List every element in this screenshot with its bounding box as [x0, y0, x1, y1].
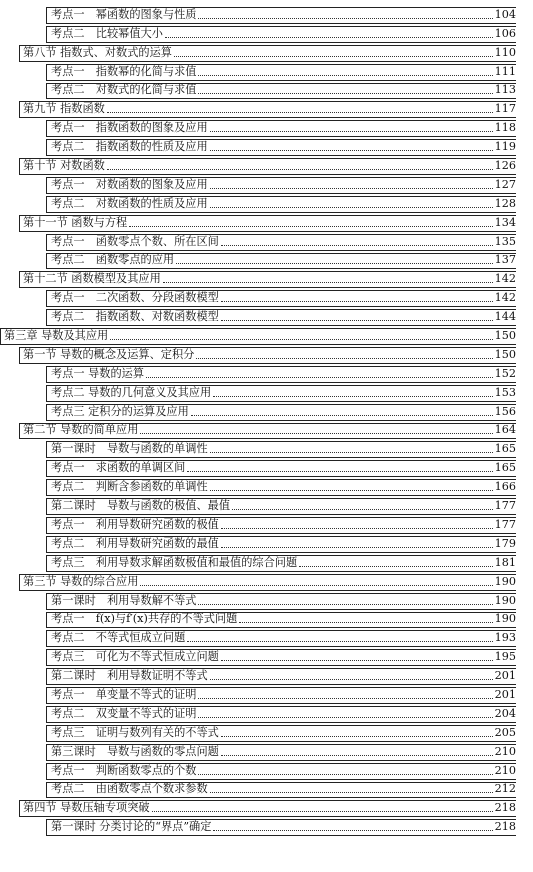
- toc-page-number: 144: [494, 310, 516, 324]
- dot-leader: [221, 527, 493, 529]
- toc-entry-box: [46, 612, 516, 629]
- toc-entry-label: 考点三 定积分的运算及应用: [51, 404, 189, 418]
- dot-leader: [129, 225, 493, 227]
- toc-topic-entry[interactable]: [0, 554, 533, 573]
- dot-leader: [198, 697, 493, 699]
- toc-entry-label: 考点一 二次函数、分段函数模型: [51, 291, 219, 305]
- toc-entry-label: 考点二 指数函数、对数函数模型: [51, 310, 219, 324]
- toc-entry-box: [46, 196, 516, 213]
- dot-leader: [210, 206, 493, 208]
- dot-leader: [221, 244, 493, 246]
- dot-leader: [210, 130, 493, 132]
- toc-topic-entry[interactable]: [0, 611, 533, 630]
- toc-topic-entry[interactable]: [0, 592, 533, 611]
- toc-topic-entry[interactable]: [0, 667, 533, 686]
- toc-entry-box: [46, 668, 516, 685]
- toc-entry-label: 第三节 导数的综合应用: [23, 574, 139, 588]
- dot-leader: [107, 111, 493, 113]
- toc-topic-entry[interactable]: [0, 818, 533, 837]
- toc-entry-label: 考点一 求函数的单调区间: [51, 461, 186, 475]
- toc-entry-label: 考点二 对数函数的性质及应用: [51, 196, 208, 210]
- toc-entry-box: [46, 725, 516, 742]
- toc-page-number: 153: [494, 385, 516, 399]
- toc-entry-box: [46, 120, 516, 137]
- dot-leader: [198, 92, 493, 94]
- toc-topic-entry[interactable]: [0, 724, 533, 743]
- dot-leader: [232, 508, 493, 510]
- toc-topic-entry[interactable]: [0, 176, 533, 195]
- toc-topic-entry[interactable]: [0, 308, 533, 327]
- toc-page-number: 193: [494, 631, 516, 645]
- dot-leader: [213, 395, 493, 397]
- toc-section-entry[interactable]: [0, 100, 533, 119]
- toc-entry-box: [0, 328, 516, 345]
- dot-leader: [221, 735, 493, 737]
- toc-entry-box: [19, 800, 516, 817]
- toc-page-number: 177: [494, 517, 516, 531]
- toc-page-number: 117: [494, 102, 516, 116]
- dot-leader: [146, 376, 493, 378]
- toc-entry-box: [46, 517, 516, 534]
- toc-entry-label: 考点一 判断函数零点的个数: [51, 763, 197, 777]
- toc-entry-label: 考点一 幂函数的图象与性质: [51, 7, 197, 21]
- toc-topic-entry[interactable]: [0, 516, 533, 535]
- toc-page-number: 195: [494, 650, 516, 664]
- toc-entry-box: [46, 593, 516, 610]
- dot-leader: [198, 17, 493, 19]
- dot-leader: [140, 584, 493, 586]
- toc-entry-box: [46, 290, 516, 307]
- toc-entry-label: 考点二 由函数零点个数求参数: [51, 782, 208, 796]
- toc-entry-label: 第一课时 利用导数解不等式: [51, 593, 197, 607]
- toc-entry-box: [46, 498, 516, 515]
- toc-entry-label: 考点一 单变量不等式的证明: [51, 687, 197, 701]
- toc-entry-label: 考点二 比较幂值大小: [51, 26, 163, 40]
- toc-entry-label: 考点一 指数幂的化简与求值: [51, 64, 197, 78]
- toc-topic-entry[interactable]: [0, 6, 533, 25]
- toc-entry-label: 考点二 双变量不等式的证明: [51, 706, 197, 720]
- toc-page-number: 212: [494, 782, 516, 796]
- toc-page-number: 118: [494, 121, 516, 135]
- toc-page-number: 104: [494, 7, 516, 21]
- toc-entry-box: [19, 45, 516, 62]
- toc-entry-label: 第十一节 函数与方程: [23, 215, 128, 229]
- toc-entry-label: 考点二 指数函数的性质及应用: [51, 140, 208, 154]
- toc-page-number: 190: [494, 574, 516, 588]
- toc-entry-box: [46, 687, 516, 704]
- dot-leader: [210, 451, 493, 453]
- toc-section-entry[interactable]: [0, 346, 533, 365]
- toc-topic-entry[interactable]: [0, 119, 533, 138]
- dot-leader: [176, 262, 493, 264]
- toc-topic-entry[interactable]: [0, 686, 533, 705]
- toc-entry-label: 考点二 利用导数研究函数的最值: [51, 536, 219, 550]
- toc-page-number: 113: [494, 83, 516, 97]
- toc-entry-box: [46, 460, 516, 477]
- toc-entry-label: 第三课时 导数与函数的零点问题: [51, 744, 219, 758]
- toc-entry-label: 第二节 导数的简单应用: [23, 423, 139, 437]
- toc-entry-box: [46, 139, 516, 156]
- toc-entry-label: 第二课时 利用导数证明不等式: [51, 669, 208, 683]
- toc-entry-box: [19, 271, 516, 288]
- toc-topic-entry[interactable]: [0, 384, 533, 403]
- toc-topic-entry[interactable]: [0, 252, 533, 271]
- dot-leader: [221, 659, 493, 661]
- toc-entry-box: [19, 574, 516, 591]
- toc-topic-entry[interactable]: [0, 478, 533, 497]
- toc-page-number: 218: [494, 801, 516, 815]
- toc-entry-box: [46, 536, 516, 553]
- toc-page-number: 152: [494, 366, 516, 380]
- toc-entry-box: [46, 385, 516, 402]
- toc-page-number: 218: [494, 820, 516, 834]
- toc-topic-entry[interactable]: [0, 365, 533, 384]
- toc-entry-label: 考点一 对数函数的图象及应用: [51, 177, 208, 191]
- toc-entry-label: 考点二 不等式恒成立问题: [51, 631, 186, 645]
- dot-leader: [152, 810, 493, 812]
- toc-entry-box: [46, 782, 516, 799]
- dot-leader: [196, 357, 493, 359]
- toc-page-number: 126: [494, 159, 516, 173]
- toc-topic-entry[interactable]: [0, 63, 533, 82]
- toc-page-number: 111: [494, 64, 516, 78]
- toc-page-number: 135: [494, 234, 516, 248]
- toc-entry-label: 第一课时 分类讨论的“界点”确定: [51, 820, 212, 834]
- toc-page-number: 190: [494, 593, 516, 607]
- toc-topic-entry[interactable]: [0, 705, 533, 724]
- toc-page-number: 142: [494, 291, 516, 305]
- toc-entry-label: 考点一 f(x)与f′(x)共存的不等式问题: [51, 612, 238, 626]
- toc-entry-label: 考点二 对数式的化简与求值: [51, 83, 197, 97]
- toc-entry-box: [46, 83, 516, 100]
- toc-topic-entry[interactable]: [0, 629, 533, 648]
- table-of-contents: [0, 6, 533, 837]
- toc-section-entry[interactable]: [0, 157, 533, 176]
- dot-leader: [198, 773, 493, 775]
- dot-leader: [191, 414, 493, 416]
- toc-entry-box: [46, 26, 516, 43]
- toc-section-entry[interactable]: [0, 44, 533, 63]
- toc-topic-entry[interactable]: [0, 440, 533, 459]
- toc-page-number: 181: [494, 555, 516, 569]
- toc-page-number: 119: [494, 140, 516, 154]
- toc-entry-label: 考点二 判断含参函数的单调性: [51, 480, 208, 494]
- toc-page-number: 177: [494, 499, 516, 513]
- toc-entry-box: [46, 763, 516, 780]
- toc-topic-entry[interactable]: [0, 25, 533, 44]
- toc-page-number: 201: [494, 687, 516, 701]
- toc-page-number: 110: [494, 45, 516, 59]
- dot-leader: [198, 74, 493, 76]
- toc-page-number: 142: [494, 272, 516, 286]
- toc-entry-label: 考点二 导数的几何意义及其应用: [51, 385, 212, 399]
- toc-topic-entry[interactable]: [0, 535, 533, 554]
- toc-entry-label: 第四节 导数压轴专项突破: [23, 801, 150, 815]
- toc-entry-label: 考点一 函数零点个数、所在区间: [51, 234, 219, 248]
- toc-page-number: 156: [494, 404, 516, 418]
- dot-leader: [210, 678, 493, 680]
- toc-entry-label: 考点三 证明与数列有关的不等式: [51, 725, 219, 739]
- dot-leader: [299, 565, 493, 567]
- dot-leader: [187, 470, 493, 472]
- toc-page-number: 150: [494, 347, 516, 361]
- toc-section-entry[interactable]: [0, 573, 533, 592]
- toc-page-number: 210: [494, 744, 516, 758]
- toc-page-number: 210: [494, 763, 516, 777]
- toc-entry-box: [46, 234, 516, 251]
- dot-leader: [210, 489, 493, 491]
- toc-entry-box: [46, 366, 516, 383]
- toc-entry-box: [46, 404, 516, 421]
- toc-page-number: 201: [494, 669, 516, 683]
- dot-leader: [140, 432, 493, 434]
- toc-section-entry[interactable]: [0, 799, 533, 818]
- toc-section-entry[interactable]: [0, 214, 533, 233]
- toc-page-number: 190: [494, 612, 516, 626]
- toc-entry-label: 第一课时 导数与函数的单调性: [51, 442, 208, 456]
- toc-page-number: 164: [494, 423, 516, 437]
- toc-entry-label: 考点二 函数零点的应用: [51, 253, 175, 267]
- toc-page-number: 179: [494, 536, 516, 550]
- toc-entry-box: [46, 177, 516, 194]
- toc-topic-entry[interactable]: [0, 138, 533, 157]
- dot-leader: [110, 338, 493, 340]
- dot-leader: [210, 149, 493, 151]
- toc-entry-label: 考点一 利用导数研究函数的极值: [51, 517, 219, 531]
- toc-entry-label: 考点三 可化为不等式恒成立问题: [51, 650, 219, 664]
- toc-entry-box: [46, 744, 516, 761]
- toc-entry-label: 第三章 导数及其应用: [4, 329, 109, 343]
- toc-topic-entry[interactable]: [0, 762, 533, 781]
- toc-page-number: 166: [494, 480, 516, 494]
- dot-leader: [221, 319, 493, 321]
- toc-entry-box: [46, 630, 516, 647]
- toc-page-number: 204: [494, 706, 516, 720]
- dot-leader: [165, 36, 493, 38]
- toc-entry-box: [19, 215, 516, 232]
- toc-page-number: 165: [494, 442, 516, 456]
- toc-entry-box: [46, 7, 516, 24]
- dot-leader: [163, 281, 493, 283]
- toc-entry-label: 第九节 指数函数: [23, 102, 105, 116]
- toc-entry-box: [46, 441, 516, 458]
- toc-entry-label: 考点三 利用导数求解函数极值和最值的综合问题: [51, 555, 298, 569]
- toc-entry-label: 第十节 对数函数: [23, 159, 105, 173]
- toc-entry-box: [46, 555, 516, 572]
- toc-entry-box: [46, 819, 516, 836]
- toc-entry-box: [19, 158, 516, 175]
- toc-entry-box: [19, 101, 516, 118]
- toc-entry-label: 第八节 指数式、对数式的运算: [23, 45, 172, 59]
- toc-entry-box: [46, 64, 516, 81]
- toc-entry-label: 考点一 导数的运算: [51, 366, 145, 380]
- toc-page-number: 134: [494, 215, 516, 229]
- toc-page-number: 150: [494, 329, 516, 343]
- dot-leader: [210, 187, 493, 189]
- dot-leader: [221, 300, 493, 302]
- toc-topic-entry[interactable]: [0, 82, 533, 101]
- toc-topic-entry[interactable]: [0, 497, 533, 516]
- toc-topic-entry[interactable]: [0, 781, 533, 800]
- toc-entry-box: [46, 309, 516, 326]
- toc-topic-entry[interactable]: [0, 648, 533, 667]
- dot-leader: [239, 621, 493, 623]
- dot-leader: [221, 546, 493, 548]
- dot-leader: [213, 829, 493, 831]
- toc-entry-label: 第二课时 导数与函数的极值、最值: [51, 499, 231, 513]
- toc-entry-box: [46, 706, 516, 723]
- dot-leader: [210, 791, 493, 793]
- toc-entry-box: [19, 347, 516, 364]
- dot-leader: [198, 603, 493, 605]
- toc-entry-label: 第一节 导数的概念及运算、定积分: [23, 347, 195, 361]
- toc-topic-entry[interactable]: [0, 195, 533, 214]
- toc-chapter-entry[interactable]: [0, 327, 533, 346]
- dot-leader: [221, 754, 493, 756]
- toc-topic-entry[interactable]: [0, 233, 533, 252]
- toc-page-number: 127: [494, 177, 516, 191]
- toc-entry-box: [46, 649, 516, 666]
- toc-topic-entry[interactable]: [0, 743, 533, 762]
- toc-entry-box: [19, 423, 516, 440]
- toc-topic-entry[interactable]: [0, 403, 533, 422]
- dot-leader: [107, 168, 493, 170]
- toc-section-entry[interactable]: [0, 270, 533, 289]
- toc-topic-entry[interactable]: [0, 289, 533, 308]
- toc-entry-box: [46, 479, 516, 496]
- toc-page-number: 165: [494, 461, 516, 475]
- dot-leader: [187, 640, 493, 642]
- toc-page-number: 106: [494, 26, 516, 40]
- toc-entry-box: [46, 253, 516, 270]
- dot-leader: [174, 55, 493, 57]
- dot-leader: [198, 716, 493, 718]
- toc-entry-label: 考点一 指数函数的图象及应用: [51, 121, 208, 135]
- toc-page-number: 128: [494, 196, 516, 210]
- toc-entry-label: 第十二节 函数模型及其应用: [23, 272, 161, 286]
- toc-page-number: 205: [494, 725, 516, 739]
- toc-page-number: 137: [494, 253, 516, 267]
- toc-section-entry[interactable]: [0, 422, 533, 441]
- toc-topic-entry[interactable]: [0, 459, 533, 478]
